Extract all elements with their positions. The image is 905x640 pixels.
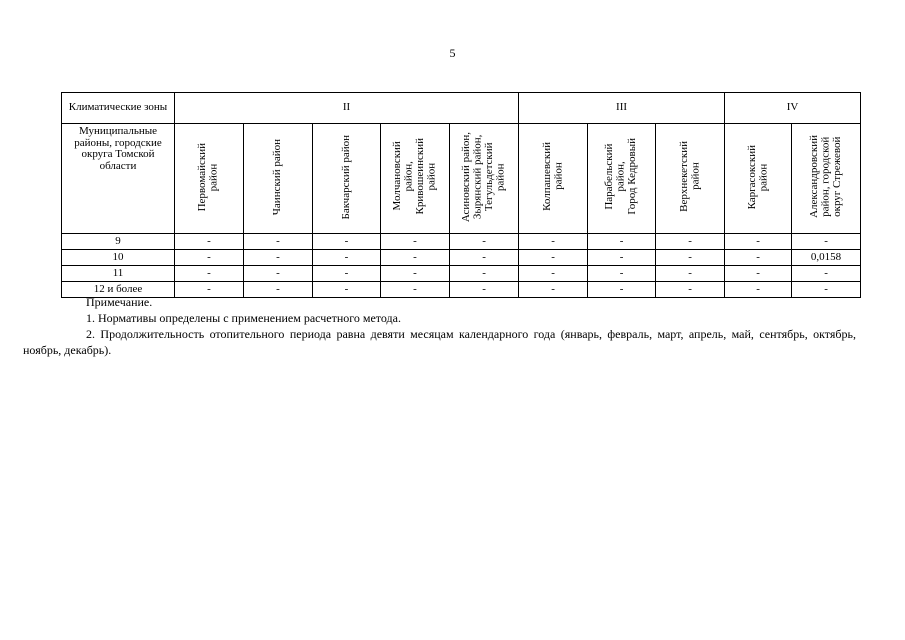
table-row — [62, 266, 861, 282]
district-name: Чаинский район — [271, 138, 284, 215]
note-item-2: 2. Продолжительность отопительного периода равна девяти месяцам календарного года (январь, февраль, март, апрель, май, сентябрь, октябрь, ноябрь, декабрь). — [23, 327, 856, 357]
district-name: Верхнекетский район — [677, 141, 702, 213]
zone-ii-label: II — [342, 101, 351, 114]
table-cell: - — [725, 282, 792, 298]
table-cell: - — [656, 266, 725, 282]
notes-section — [23, 294, 856, 358]
district-name: Каргасокский район — [745, 144, 770, 209]
district-label-cell — [62, 124, 175, 234]
district-name: Бакчарский район — [339, 134, 352, 219]
table-cell: - — [792, 282, 861, 298]
table-cell: - — [725, 266, 792, 282]
notes-heading: Примечание. — [86, 295, 153, 309]
district-header — [519, 124, 588, 234]
table-cell: - — [656, 282, 725, 298]
data-rows — [62, 234, 861, 298]
district-header — [381, 124, 450, 234]
table-cell: - — [588, 266, 656, 282]
table-cell: - — [175, 266, 244, 282]
zone-iii-label: III — [616, 101, 628, 114]
zone-label: Климатические зоны — [68, 101, 168, 114]
district-header — [725, 124, 792, 234]
table-cell: - — [244, 266, 313, 282]
table-cell: - — [381, 282, 450, 298]
table-cell: - — [588, 234, 656, 250]
table-cell: - — [588, 250, 656, 266]
district-name: Асиновский район, Зырянский район, Тегульдетский район — [459, 131, 507, 222]
table-cell: - — [381, 266, 450, 282]
zone-ii-cell — [175, 93, 519, 124]
district-label: Муниципальные районы, городские округа Томской области — [74, 125, 162, 172]
table-cell: - — [792, 266, 861, 282]
district-header — [244, 124, 313, 234]
table-cell: - — [313, 250, 381, 266]
district-name: Александровский район, городской округ Стрежевой — [807, 135, 843, 219]
table-cell: - — [381, 250, 450, 266]
table-cell: - — [588, 282, 656, 298]
district-name: Парабельский район, Город Кедровый — [603, 138, 639, 216]
table-cell: - — [381, 234, 450, 250]
page-number: 5 — [449, 46, 456, 60]
district-header — [656, 124, 725, 234]
table-cell: - — [244, 250, 313, 266]
table-cell: - — [244, 234, 313, 250]
district-name: Первомайский район — [196, 142, 220, 211]
table-cell: - — [313, 234, 381, 250]
norms-table — [61, 92, 861, 298]
row-label: 11 — [62, 266, 175, 282]
table-row — [62, 234, 861, 250]
table-cell: - — [313, 282, 381, 298]
district-header — [175, 124, 244, 234]
district-header — [313, 124, 381, 234]
row-label: 9 — [62, 234, 175, 250]
district-header — [450, 124, 519, 234]
table-cell: - — [519, 250, 588, 266]
zone-label-cell — [62, 93, 175, 124]
table-cell: - — [450, 250, 519, 266]
table-cell: - — [175, 234, 244, 250]
table-cell: - — [519, 282, 588, 298]
table-cell: - — [656, 234, 725, 250]
row-label: 10 — [62, 250, 175, 266]
table-cell: - — [725, 234, 792, 250]
table-cell: - — [450, 282, 519, 298]
zone-iv-cell — [725, 93, 861, 124]
row-label: 12 и более — [62, 282, 175, 298]
table-cell: - — [656, 250, 725, 266]
table-cell: - — [519, 266, 588, 282]
district-name: Молчановский район, Кривошеинский район — [390, 138, 438, 215]
table-row — [62, 250, 861, 266]
table-cell: - — [175, 282, 244, 298]
table-cell: - — [450, 266, 519, 282]
table-cell: - — [244, 282, 313, 298]
table-cell: - — [175, 250, 244, 266]
note-item-1: 1. Нормативы определены с применением расчетного метода. — [86, 311, 401, 325]
table-cell: - — [313, 266, 381, 282]
table-cell: - — [519, 234, 588, 250]
zone-iv-label: IV — [786, 101, 799, 114]
zone-iii-cell — [519, 93, 725, 124]
table-cell: - — [450, 234, 519, 250]
table-cell: - — [792, 234, 861, 250]
table-cell: - — [725, 250, 792, 266]
district-header — [588, 124, 656, 234]
district-header-row — [62, 124, 861, 234]
zone-row — [62, 93, 861, 124]
district-header — [792, 124, 861, 234]
district-name: Колпашевский район — [540, 142, 565, 212]
table-cell: 0,0158 — [792, 250, 861, 266]
